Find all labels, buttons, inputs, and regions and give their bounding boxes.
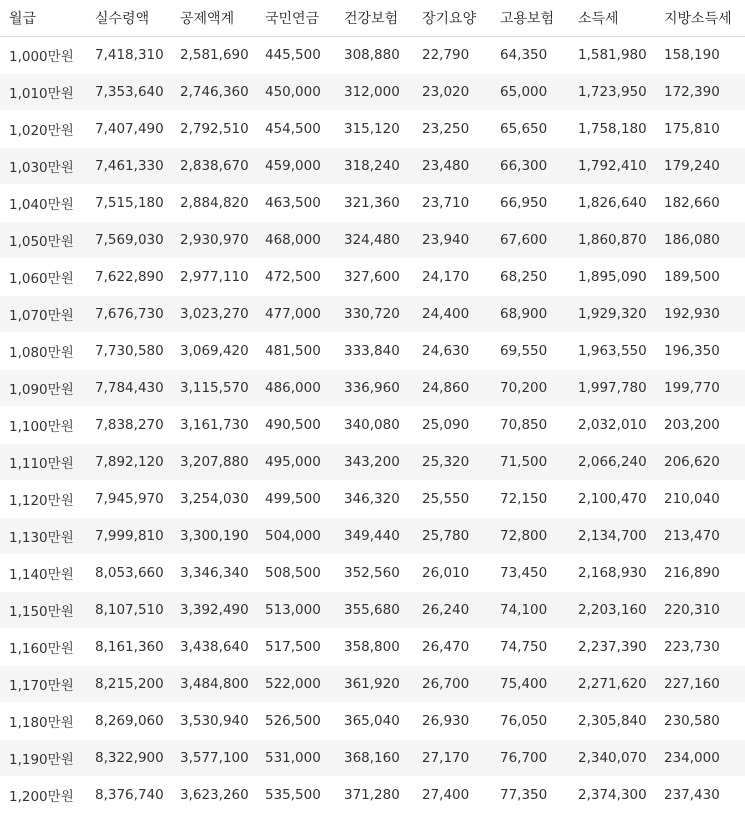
cell-health-insurance: 318,240	[335, 148, 413, 185]
cell-health-insurance: 312,000	[335, 74, 413, 111]
cell-income-tax: 2,340,070	[569, 740, 655, 777]
cell-employment-insurance: 72,800	[491, 518, 569, 555]
cell-employment-insurance: 68,250	[491, 259, 569, 296]
cell-national-pension: 463,500	[256, 185, 335, 222]
cell-salary: 1,020만원	[0, 111, 86, 148]
header-income-tax: 소득세	[569, 0, 655, 37]
table-row	[0, 444, 745, 481]
cell-employment-insurance: 64,350	[491, 37, 569, 74]
cell-national-pension: 450,000	[256, 74, 335, 111]
table-row	[0, 259, 745, 296]
cell-national-pension: 499,500	[256, 481, 335, 518]
cell-local-income-tax: 206,620	[655, 444, 745, 481]
cell-salary: 1,080만원	[0, 333, 86, 370]
cell-income-tax: 2,134,700	[569, 518, 655, 555]
cell-income-tax: 2,374,300	[569, 777, 655, 814]
cell-employment-insurance: 67,600	[491, 222, 569, 259]
cell-income-tax: 1,758,180	[569, 111, 655, 148]
cell-employment-insurance: 72,150	[491, 481, 569, 518]
cell-national-pension: 508,500	[256, 555, 335, 592]
cell-income-tax: 1,826,640	[569, 185, 655, 222]
cell-health-insurance: 327,600	[335, 259, 413, 296]
cell-long-term-care: 24,630	[413, 333, 491, 370]
cell-national-pension: 504,000	[256, 518, 335, 555]
cell-long-term-care: 24,170	[413, 259, 491, 296]
header-long-term-care: 장기요양	[413, 0, 491, 37]
cell-salary: 1,150만원	[0, 592, 86, 629]
header-health-insurance: 건강보험	[335, 0, 413, 37]
header-row	[0, 0, 745, 37]
cell-total-deduction: 2,838,670	[171, 148, 256, 185]
table-row	[0, 148, 745, 185]
cell-income-tax: 1,895,090	[569, 259, 655, 296]
cell-net-pay: 8,107,510	[86, 592, 171, 629]
cell-national-pension: 486,000	[256, 370, 335, 407]
cell-total-deduction: 3,623,260	[171, 777, 256, 814]
cell-local-income-tax: 237,430	[655, 777, 745, 814]
cell-local-income-tax: 172,390	[655, 74, 745, 111]
table-row	[0, 370, 745, 407]
cell-long-term-care: 23,020	[413, 74, 491, 111]
table-row	[0, 74, 745, 111]
cell-total-deduction: 3,115,570	[171, 370, 256, 407]
table-row	[0, 111, 745, 148]
cell-long-term-care: 23,480	[413, 148, 491, 185]
cell-long-term-care: 27,170	[413, 740, 491, 777]
cell-salary: 1,130만원	[0, 518, 86, 555]
table-row	[0, 296, 745, 333]
table-row	[0, 666, 745, 703]
cell-income-tax: 2,100,470	[569, 481, 655, 518]
table-row	[0, 481, 745, 518]
cell-long-term-care: 26,240	[413, 592, 491, 629]
cell-net-pay: 8,161,360	[86, 629, 171, 666]
cell-health-insurance: 343,200	[335, 444, 413, 481]
cell-net-pay: 7,622,890	[86, 259, 171, 296]
cell-health-insurance: 358,800	[335, 629, 413, 666]
cell-net-pay: 8,376,740	[86, 777, 171, 814]
cell-long-term-care: 24,860	[413, 370, 491, 407]
cell-net-pay: 8,269,060	[86, 703, 171, 740]
cell-salary: 1,100만원	[0, 407, 86, 444]
cell-local-income-tax: 199,770	[655, 370, 745, 407]
cell-total-deduction: 3,530,940	[171, 703, 256, 740]
cell-local-income-tax: 234,000	[655, 740, 745, 777]
cell-long-term-care: 25,780	[413, 518, 491, 555]
cell-salary: 1,090만원	[0, 370, 86, 407]
cell-long-term-care: 25,320	[413, 444, 491, 481]
cell-net-pay: 7,838,270	[86, 407, 171, 444]
table-row	[0, 629, 745, 666]
cell-long-term-care: 26,930	[413, 703, 491, 740]
cell-salary: 1,010만원	[0, 74, 86, 111]
header-national-pension: 국민연금	[256, 0, 335, 37]
cell-total-deduction: 3,392,490	[171, 592, 256, 629]
cell-salary: 1,030만원	[0, 148, 86, 185]
cell-net-pay: 7,418,310	[86, 37, 171, 74]
cell-total-deduction: 3,300,190	[171, 518, 256, 555]
cell-local-income-tax: 216,890	[655, 555, 745, 592]
cell-health-insurance: 361,920	[335, 666, 413, 703]
cell-employment-insurance: 65,000	[491, 74, 569, 111]
cell-total-deduction: 2,792,510	[171, 111, 256, 148]
cell-total-deduction: 3,438,640	[171, 629, 256, 666]
cell-local-income-tax: 189,500	[655, 259, 745, 296]
cell-income-tax: 1,581,980	[569, 37, 655, 74]
cell-income-tax: 2,271,620	[569, 666, 655, 703]
cell-long-term-care: 26,700	[413, 666, 491, 703]
cell-health-insurance: 346,320	[335, 481, 413, 518]
table-row	[0, 740, 745, 777]
cell-employment-insurance: 71,500	[491, 444, 569, 481]
cell-salary: 1,170만원	[0, 666, 86, 703]
cell-total-deduction: 3,023,270	[171, 296, 256, 333]
cell-health-insurance: 355,680	[335, 592, 413, 629]
cell-employment-insurance: 76,700	[491, 740, 569, 777]
cell-long-term-care: 25,090	[413, 407, 491, 444]
cell-total-deduction: 2,884,820	[171, 185, 256, 222]
cell-national-pension: 517,500	[256, 629, 335, 666]
cell-health-insurance: 336,960	[335, 370, 413, 407]
cell-health-insurance: 352,560	[335, 555, 413, 592]
cell-income-tax: 1,860,870	[569, 222, 655, 259]
cell-national-pension: 490,500	[256, 407, 335, 444]
cell-net-pay: 8,053,660	[86, 555, 171, 592]
cell-income-tax: 2,203,160	[569, 592, 655, 629]
cell-total-deduction: 3,484,800	[171, 666, 256, 703]
cell-long-term-care: 23,940	[413, 222, 491, 259]
cell-total-deduction: 2,746,360	[171, 74, 256, 111]
cell-long-term-care: 26,470	[413, 629, 491, 666]
cell-employment-insurance: 70,850	[491, 407, 569, 444]
cell-health-insurance: 368,160	[335, 740, 413, 777]
cell-national-pension: 522,000	[256, 666, 335, 703]
cell-salary: 1,140만원	[0, 555, 86, 592]
cell-employment-insurance: 70,200	[491, 370, 569, 407]
cell-income-tax: 1,997,780	[569, 370, 655, 407]
cell-local-income-tax: 179,240	[655, 148, 745, 185]
cell-health-insurance: 321,360	[335, 185, 413, 222]
cell-local-income-tax: 213,470	[655, 518, 745, 555]
cell-national-pension: 531,000	[256, 740, 335, 777]
header-total-deduction: 공제액계	[171, 0, 256, 37]
cell-long-term-care: 25,550	[413, 481, 491, 518]
cell-local-income-tax: 182,660	[655, 185, 745, 222]
header-local-income-tax: 지방소득세	[655, 0, 745, 37]
table-row	[0, 185, 745, 222]
cell-local-income-tax: 210,040	[655, 481, 745, 518]
cell-salary: 1,040만원	[0, 185, 86, 222]
cell-total-deduction: 3,254,030	[171, 481, 256, 518]
cell-net-pay: 7,784,430	[86, 370, 171, 407]
cell-salary: 1,000만원	[0, 37, 86, 74]
cell-income-tax: 2,168,930	[569, 555, 655, 592]
cell-employment-insurance: 68,900	[491, 296, 569, 333]
cell-salary: 1,160만원	[0, 629, 86, 666]
cell-national-pension: 454,500	[256, 111, 335, 148]
cell-long-term-care: 27,400	[413, 777, 491, 814]
cell-net-pay: 8,215,200	[86, 666, 171, 703]
cell-salary: 1,050만원	[0, 222, 86, 259]
cell-employment-insurance: 66,950	[491, 185, 569, 222]
table-row	[0, 703, 745, 740]
cell-salary: 1,190만원	[0, 740, 86, 777]
header-net-pay: 실수령액	[86, 0, 171, 37]
cell-net-pay: 8,322,900	[86, 740, 171, 777]
cell-health-insurance: 330,720	[335, 296, 413, 333]
cell-local-income-tax: 192,930	[655, 296, 745, 333]
table-row	[0, 407, 745, 444]
cell-health-insurance: 365,040	[335, 703, 413, 740]
cell-total-deduction: 3,161,730	[171, 407, 256, 444]
cell-local-income-tax: 175,810	[655, 111, 745, 148]
cell-long-term-care: 23,710	[413, 185, 491, 222]
cell-employment-insurance: 65,650	[491, 111, 569, 148]
cell-salary: 1,060만원	[0, 259, 86, 296]
cell-net-pay: 7,945,970	[86, 481, 171, 518]
header-employment-insurance: 고용보험	[491, 0, 569, 37]
cell-national-pension: 513,000	[256, 592, 335, 629]
cell-net-pay: 7,892,120	[86, 444, 171, 481]
cell-long-term-care: 24,400	[413, 296, 491, 333]
cell-health-insurance: 333,840	[335, 333, 413, 370]
cell-health-insurance: 340,080	[335, 407, 413, 444]
cell-salary: 1,180만원	[0, 703, 86, 740]
cell-national-pension: 495,000	[256, 444, 335, 481]
cell-employment-insurance: 69,550	[491, 333, 569, 370]
cell-national-pension: 535,500	[256, 777, 335, 814]
cell-salary: 1,200만원	[0, 777, 86, 814]
cell-health-insurance: 349,440	[335, 518, 413, 555]
cell-health-insurance: 315,120	[335, 111, 413, 148]
cell-income-tax: 1,929,320	[569, 296, 655, 333]
cell-employment-insurance: 74,100	[491, 592, 569, 629]
cell-income-tax: 1,792,410	[569, 148, 655, 185]
cell-total-deduction: 2,930,970	[171, 222, 256, 259]
cell-national-pension: 526,500	[256, 703, 335, 740]
cell-salary: 1,070만원	[0, 296, 86, 333]
cell-employment-insurance: 73,450	[491, 555, 569, 592]
cell-net-pay: 7,407,490	[86, 111, 171, 148]
cell-net-pay: 7,569,030	[86, 222, 171, 259]
table-row	[0, 222, 745, 259]
cell-income-tax: 1,723,950	[569, 74, 655, 111]
cell-national-pension: 472,500	[256, 259, 335, 296]
cell-net-pay: 7,730,580	[86, 333, 171, 370]
table-row	[0, 37, 745, 74]
cell-income-tax: 2,032,010	[569, 407, 655, 444]
cell-local-income-tax: 223,730	[655, 629, 745, 666]
cell-long-term-care: 26,010	[413, 555, 491, 592]
cell-income-tax: 2,066,240	[569, 444, 655, 481]
table-row	[0, 333, 745, 370]
cell-long-term-care: 22,790	[413, 37, 491, 74]
cell-national-pension: 468,000	[256, 222, 335, 259]
cell-net-pay: 7,461,330	[86, 148, 171, 185]
cell-local-income-tax: 220,310	[655, 592, 745, 629]
cell-local-income-tax: 158,190	[655, 37, 745, 74]
cell-income-tax: 1,963,550	[569, 333, 655, 370]
cell-employment-insurance: 75,400	[491, 666, 569, 703]
cell-national-pension: 445,500	[256, 37, 335, 74]
cell-local-income-tax: 196,350	[655, 333, 745, 370]
cell-health-insurance: 371,280	[335, 777, 413, 814]
cell-net-pay: 7,515,180	[86, 185, 171, 222]
cell-income-tax: 2,237,390	[569, 629, 655, 666]
cell-local-income-tax: 186,080	[655, 222, 745, 259]
cell-total-deduction: 3,346,340	[171, 555, 256, 592]
cell-long-term-care: 23,250	[413, 111, 491, 148]
cell-national-pension: 459,000	[256, 148, 335, 185]
table-body	[0, 37, 745, 814]
cell-national-pension: 477,000	[256, 296, 335, 333]
cell-salary: 1,120만원	[0, 481, 86, 518]
cell-local-income-tax: 230,580	[655, 703, 745, 740]
table-row	[0, 518, 745, 555]
table-row	[0, 592, 745, 629]
cell-total-deduction: 3,577,100	[171, 740, 256, 777]
table-header	[0, 0, 745, 37]
header-salary: 월급	[0, 0, 86, 37]
cell-salary: 1,110만원	[0, 444, 86, 481]
cell-employment-insurance: 76,050	[491, 703, 569, 740]
cell-local-income-tax: 203,200	[655, 407, 745, 444]
cell-income-tax: 2,305,840	[569, 703, 655, 740]
cell-net-pay: 7,999,810	[86, 518, 171, 555]
cell-employment-insurance: 66,300	[491, 148, 569, 185]
cell-total-deduction: 3,069,420	[171, 333, 256, 370]
cell-net-pay: 7,353,640	[86, 74, 171, 111]
cell-total-deduction: 3,207,880	[171, 444, 256, 481]
table-row	[0, 555, 745, 592]
cell-local-income-tax: 227,160	[655, 666, 745, 703]
cell-employment-insurance: 74,750	[491, 629, 569, 666]
cell-employment-insurance: 77,350	[491, 777, 569, 814]
cell-total-deduction: 2,977,110	[171, 259, 256, 296]
cell-health-insurance: 324,480	[335, 222, 413, 259]
cell-national-pension: 481,500	[256, 333, 335, 370]
table-row	[0, 777, 745, 814]
cell-total-deduction: 2,581,690	[171, 37, 256, 74]
cell-net-pay: 7,676,730	[86, 296, 171, 333]
cell-health-insurance: 308,880	[335, 37, 413, 74]
